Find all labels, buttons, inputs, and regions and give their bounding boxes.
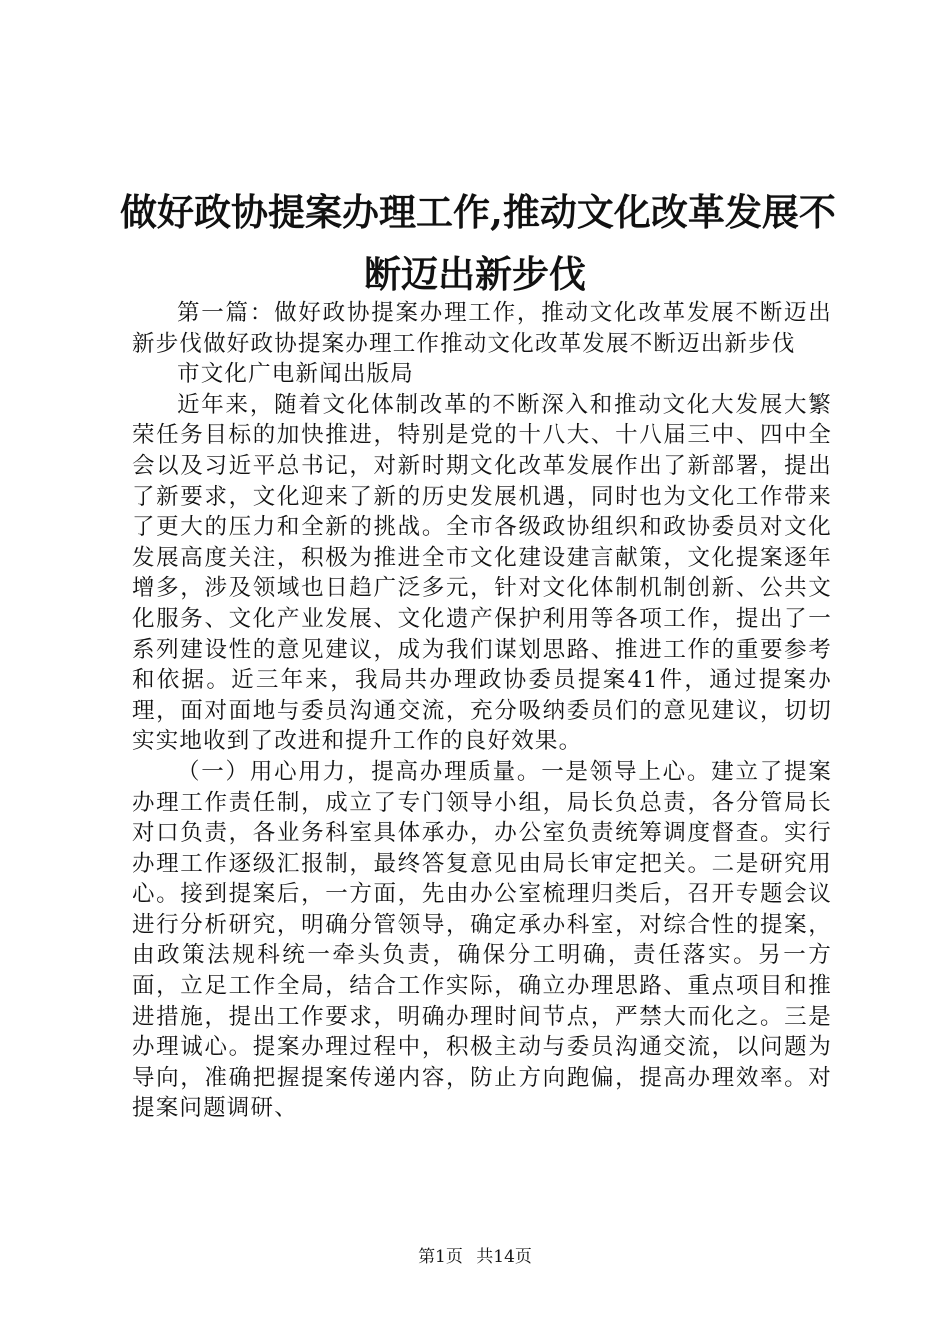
paragraph-heading: 第一篇：做好政协提案办理工作，推动文化改革发展不断迈出新步伐做好政协提案办理工作推动文化改革发展不断迈出新步伐: [132, 300, 832, 357]
page-footer: [0, 1245, 950, 1269]
document-body: [132, 298, 832, 1124]
document-title-line-1: 做好政协提案办理工作,推动文化改革发展不: [120, 190, 836, 234]
paragraph-author: 市文化广电新闻出版局: [177, 361, 415, 388]
page-number: 第1页: [418, 1247, 463, 1267]
document-title-line-2: 断迈出新步伐: [364, 252, 586, 296]
paragraph-intro: 近年来，随着文化体制改革的不断深入和推动文化大发展大繁荣任务目标的加快推进，特别是党的十八大、十八届三中、四中全会以及习近平总书记，对新时期文化改革发展作出了新部署，提出了新要求，文化迎来了新的历史发展机遇，同时也为文化工作带来了更大的压力和全新的挑战。全市各级政协组织和政协委员对文化发展高度关注，积极为推进全市文化建设建言献策，文化提案逐年增多，涉及领域也日趋广泛多元，针对文化体制机制创新、公共文化服务、文化产业发展、文化遗产保护利用等各项工作，提出了一系列建设性的意见建议，成为我们谋划思路、推进工作的重要参考和依据。近三年来，我局共办理政协委员提案41件，通过提案办理，面对面地与委员沟通交流，充分吸纳委员们的意见建议，切切实实地收到了改进和提升工作的良好效果。: [132, 391, 832, 755]
paragraph-section-1: （一）用心用力，提高办理质量。一是领导上心。建立了提案办理工作责任制，成立了专门领导小组，局长负总责，各分管局长对口负责，各业务科室具体承办，办公室负责统筹调度督查。实行办理工作逐级汇报制，最终答复意见由局长审定把关。二是研究用心。接到提案后，一方面，先由办公室梳理归类后，召开专题会议进行分析研究，明确分管领导，确定承办科室，对综合性的提案，由政策法规科统一牵头负责，确保分工明确，责任落实。另一方面，立足工作全局，结合工作实际，确立办理思路、重点项目和推进措施，提出工作要求，明确办理时间节点，严禁大而化之。三是办理诚心。提案办理过程中，积极主动与委员沟通交流，以问题为导向，准确把握提案传递内容，防止方向跑偏，提高办理效率。对提案问题调研、: [132, 758, 832, 1122]
page-total: 共14页: [476, 1247, 532, 1267]
